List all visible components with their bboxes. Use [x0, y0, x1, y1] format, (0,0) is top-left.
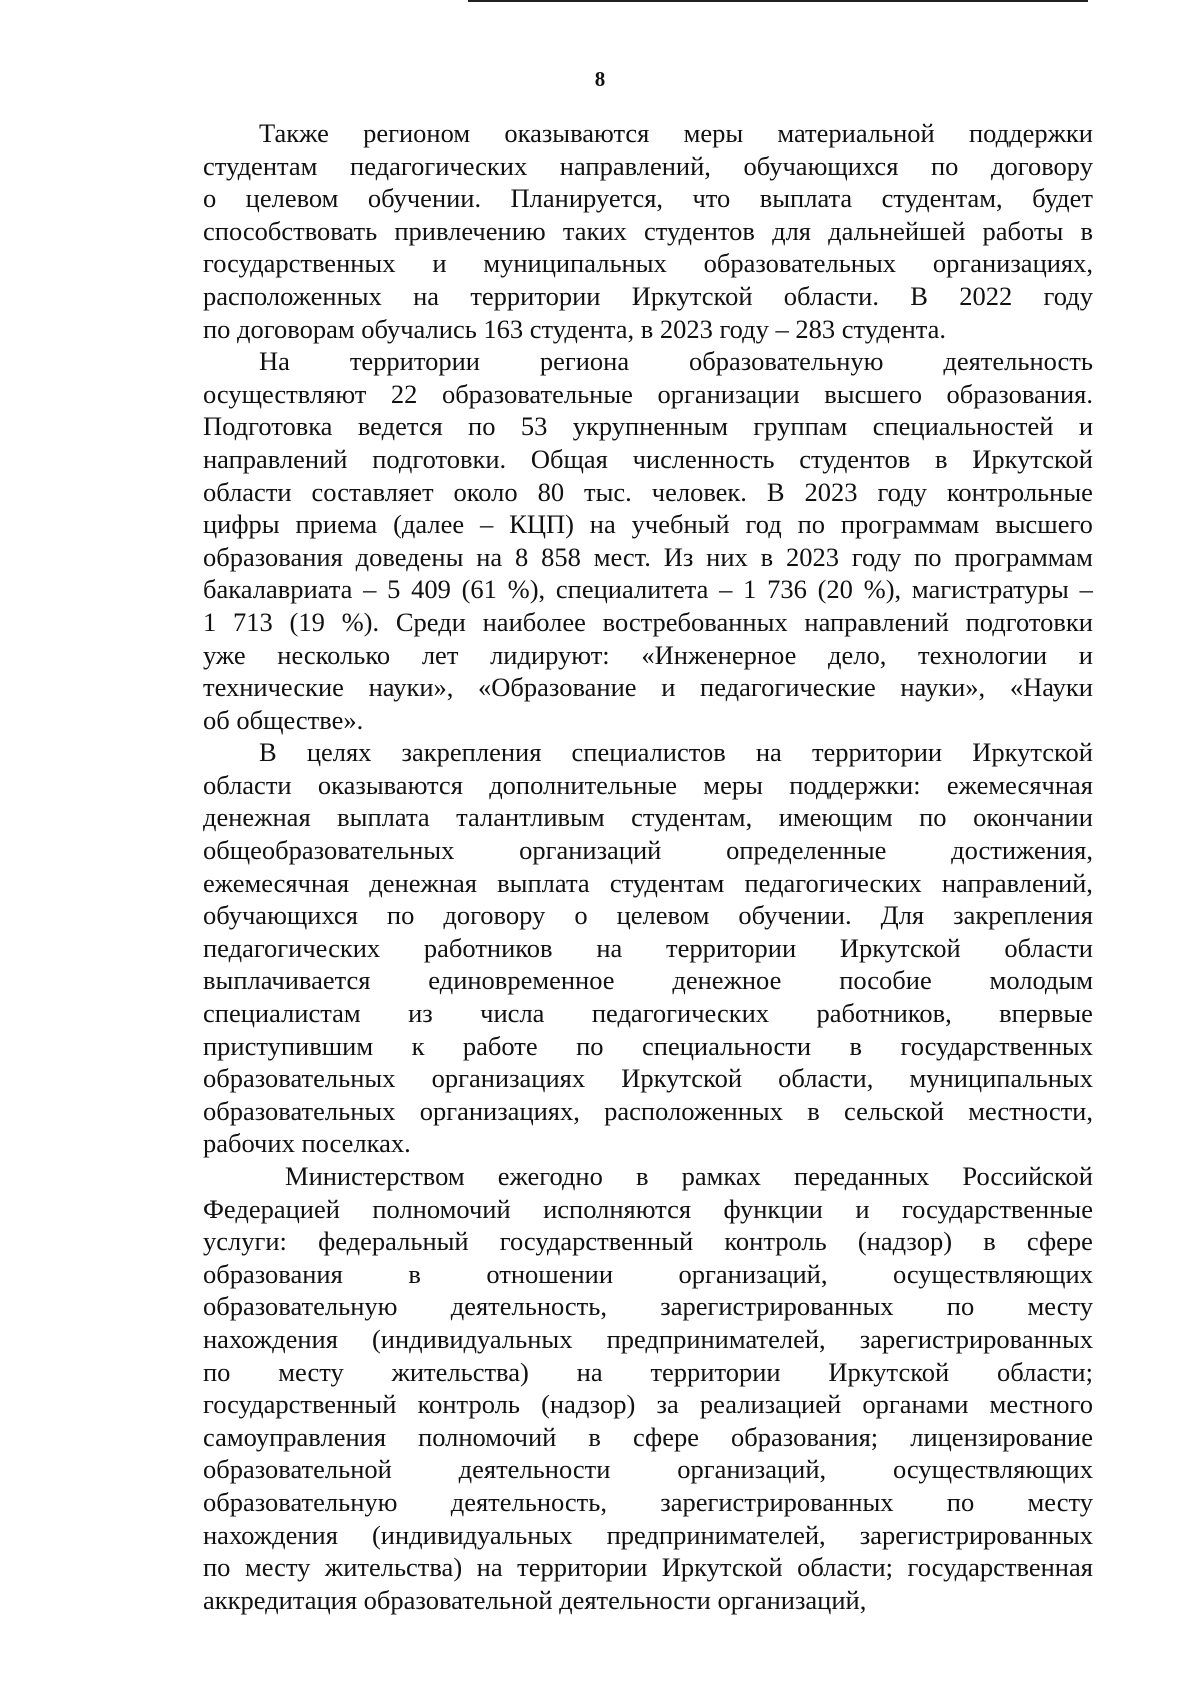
text-line: выплачивается единовременное денежное пособие молодым	[203, 965, 1093, 996]
text-line: нахождения (индивидуальных предпринимателей, зарегистрированных	[203, 1323, 1093, 1354]
document-body	[203, 117, 1093, 1616]
text-line: аккредитация образовательной деятельности организаций,	[203, 1584, 867, 1615]
text-line: бакалавриата – 5 409 (61 %), специалитета – 1 736 (20 %), магистратуры –	[203, 574, 1093, 605]
text-line: общеобразовательных организаций определенные достижения,	[203, 835, 1093, 866]
text-line: способствовать привлечению таких студентов для дальнейшей работы в	[203, 215, 1093, 246]
text-line: образовательных организациях Иркутской области, муниципальных	[203, 1063, 1093, 1094]
text-line: 1 713 (19 %). Среди наиболее востребованных направлений подготовки	[203, 606, 1093, 637]
text-line: технические науки», «Образование и педагогические науки», «Науки	[203, 672, 1093, 703]
text-line: самоуправления полномочий в сфере образования; лицензирование	[203, 1421, 1093, 1452]
text-line: приступившим к работе по специальности в государственных	[203, 1030, 1093, 1061]
text-line: услуги: федеральный государственный контроль (надзор) в сфере	[203, 1226, 1093, 1257]
text-line: уже несколько лет лидируют: «Инженерное дело, технологии и	[203, 639, 1093, 670]
paragraph-student-support	[203, 117, 1093, 345]
text-line: Подготовка ведется по 53 укрупненным группам специальностей и	[203, 411, 1093, 442]
paragraph-ministry-functions	[203, 1160, 1093, 1616]
text-line: На территории региона образовательную деятельность	[259, 346, 1093, 377]
text-line: цифры приема (далее – КЦП) на учебный год по программам высшего	[203, 509, 1093, 540]
text-line: денежная выплата талантливым студентам, имеющим по окончании	[203, 802, 1093, 833]
text-line: расположенных на территории Иркутской области. В 2022 году	[203, 280, 1093, 311]
text-line: государственный контроль (надзор) за реализацией органами местного	[203, 1389, 1093, 1420]
text-line: образовательной деятельности организаций, осуществляющих	[203, 1454, 1093, 1485]
text-line: образования доведены на 8 858 мест. Из них в 2023 году по программам	[203, 541, 1093, 572]
text-line: государственных и муниципальных образовательных организациях,	[203, 248, 1093, 279]
text-line: Министерством ежегодно в рамках переданных Российской	[285, 1161, 1093, 1191]
text-line: по договорам обучались 163 студента, в 2023 году – 283 студента.	[203, 313, 947, 344]
text-line: ежемесячная денежная выплата студентам педагогических направлений,	[203, 867, 1093, 898]
text-line: рабочих поселках.	[203, 1128, 411, 1159]
text-line: по месту жительства) на территории Иркутской области; государственная	[203, 1552, 1093, 1583]
text-line: студентам педагогических направлений, обучающихся по договору	[203, 150, 1093, 181]
text-line: педагогических работников на территории Иркутской области	[203, 932, 1093, 963]
text-line: Федерацией полномочий исполняются функции и государственные	[203, 1193, 1093, 1224]
text-line: Также регионом оказываются меры материальной поддержки	[259, 118, 1093, 148]
page-number: 8	[594, 67, 606, 91]
paragraph-higher-education	[203, 345, 1093, 736]
text-line: образования в отношении организаций, осуществляющих	[203, 1258, 1093, 1289]
text-line: специалистам из числа педагогических работников, впервые	[203, 998, 1093, 1029]
text-line: области оказываются дополнительные меры поддержки: ежемесячная	[203, 769, 1093, 800]
top-border-line	[468, 0, 1088, 2]
text-line: об обществе».	[203, 704, 364, 735]
text-line: обучающихся по договору о целевом обучении. Для закрепления	[203, 900, 1093, 931]
text-line: образовательную деятельность, зарегистрированных по месту	[203, 1486, 1093, 1517]
text-line: осуществляют 22 образовательные организации высшего образования.	[203, 378, 1093, 409]
paragraph-specialist-retention	[203, 736, 1093, 1160]
text-line: образовательных организациях, расположенных в сельской местности,	[203, 1095, 1093, 1126]
text-line: о целевом обучении. Планируется, что выплата студентам, будет	[203, 183, 1093, 214]
text-line: области составляет около 80 тыс. человек. В 2023 году контрольные	[203, 476, 1093, 507]
text-line: нахождения (индивидуальных предпринимателей, зарегистрированных	[203, 1519, 1093, 1550]
text-line: по месту жительства) на территории Иркутской области;	[203, 1356, 1093, 1387]
text-line: В целях закрепления специалистов на территории Иркутской	[259, 737, 1093, 768]
text-line: образовательную деятельность, зарегистрированных по месту	[203, 1291, 1093, 1322]
text-line: направлений подготовки. Общая численность студентов в Иркутской	[203, 443, 1093, 474]
